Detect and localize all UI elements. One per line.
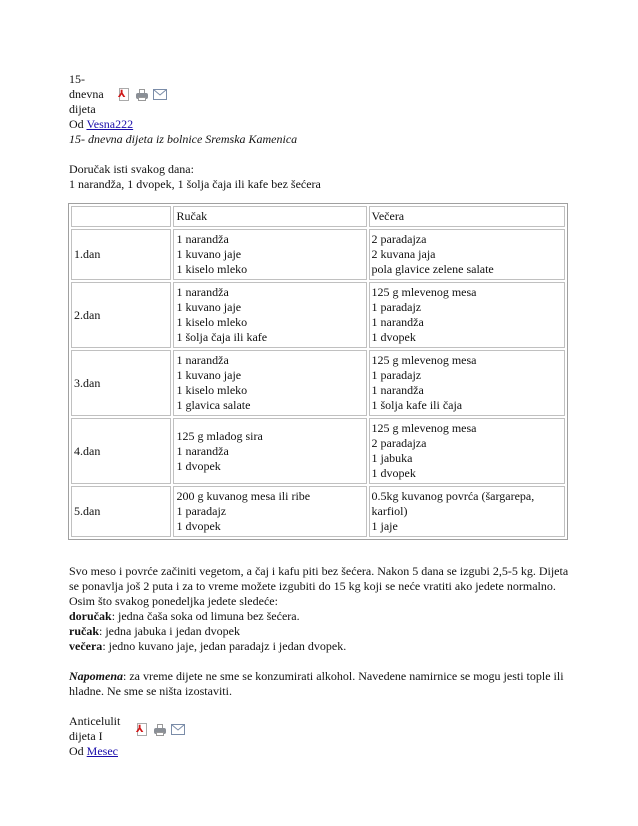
article-actions xyxy=(117,88,167,101)
breakfast-text: : jedna čaša soka od limuna bez šećera. xyxy=(111,609,300,623)
note-paragraph xyxy=(69,669,569,699)
diet-table xyxy=(68,203,568,540)
menu-item: 1 paradajz xyxy=(176,504,227,518)
email-icon[interactable] xyxy=(171,723,185,736)
print-icon[interactable] xyxy=(135,88,149,101)
dinner-label: večera xyxy=(69,639,103,653)
menu-item: 1 narandža xyxy=(371,315,424,329)
menu-item: 1 kuvano jaje xyxy=(176,368,242,382)
menu-item: 125 g mlevenog mesa xyxy=(371,285,477,299)
day-cell: 3.dan xyxy=(71,350,171,416)
lunch-text: : jedna jabuka i jedan dvopek xyxy=(99,624,240,638)
header-cell: Večera xyxy=(369,206,566,227)
dinner-text: : jedno kuvano jaje, jedan paradajz i jedan dvopek. xyxy=(102,639,347,653)
article-header xyxy=(69,72,569,117)
intro-line: 1 narandža, 1 dvopek, 1 šolja čaja ili kafe bez šećera xyxy=(69,177,321,191)
menu-item: 1 jaje xyxy=(371,519,398,533)
menu-item: 1 narandža xyxy=(176,353,229,367)
table-header-row xyxy=(71,206,565,227)
title-line: dnevna xyxy=(69,87,104,101)
menu-item: 1 paradajz xyxy=(371,300,422,314)
menu-item: 125 g mlevenog mesa xyxy=(371,353,477,367)
author-link[interactable]: Mesec xyxy=(86,744,118,758)
menu-item: 0.5kg kuvanog povrća (šargarepa, karfiol) xyxy=(371,489,535,518)
article-header xyxy=(69,714,569,744)
author-line xyxy=(69,744,569,759)
intro-line: Doručak isti svakog dana: xyxy=(69,162,194,176)
article-title[interactable] xyxy=(69,72,113,117)
menu-item: 1 dvopek xyxy=(371,466,416,480)
dinner-cell xyxy=(369,282,566,348)
note-text: : za vreme dijete ne sme se konzumirati alkohol. Navedene namirnice se mogu jesti toplе ili hladne. Ne sme se ništa izostaviti. xyxy=(69,669,564,698)
table-row xyxy=(71,350,565,416)
dinner-cell xyxy=(369,350,566,416)
menu-item: 1 kiselo mleko xyxy=(176,383,248,397)
menu-item: 1 narandža xyxy=(176,285,229,299)
day-cell: 2.dan xyxy=(71,282,171,348)
monday-lunch xyxy=(69,624,569,639)
author-line xyxy=(69,117,569,132)
dinner-cell xyxy=(369,229,566,280)
menu-item: 1 dvopek xyxy=(371,330,416,344)
menu-item: 200 g kuvanog mesa ili ribe xyxy=(176,489,311,503)
pdf-icon[interactable]: ⅄ xyxy=(135,723,149,736)
lunch-cell xyxy=(173,282,366,348)
menu-item: 1 paradajz xyxy=(371,368,422,382)
monday-dinner xyxy=(69,639,569,654)
by-prefix: Od xyxy=(69,744,87,758)
lunch-label: ručak xyxy=(69,624,99,638)
menu-item: pola glavice zelene salate xyxy=(371,262,494,276)
note-label: Napomena xyxy=(69,669,123,683)
header-cell xyxy=(71,206,171,227)
lunch-cell xyxy=(173,486,366,537)
menu-item: 1 kiselo mleko xyxy=(176,315,248,329)
article-title[interactable] xyxy=(69,714,131,744)
menu-item: 125 g mlevenog mesa xyxy=(371,421,477,435)
table-row xyxy=(71,486,565,537)
lunch-cell xyxy=(173,350,366,416)
title-line: dijeta I xyxy=(69,729,103,743)
table-row xyxy=(71,282,565,348)
menu-item: 1 šolja kafe ili čaja xyxy=(371,398,463,412)
monday-breakfast xyxy=(69,609,569,624)
menu-item: 1 kuvano jaje xyxy=(176,300,242,314)
author-link[interactable]: Vesna222 xyxy=(86,117,134,131)
table-row xyxy=(71,229,565,280)
title-line: dijeta xyxy=(69,102,96,116)
menu-item: 1 dvopek xyxy=(176,519,221,533)
menu-item: 1 dvopek xyxy=(176,458,221,473)
menu-item: 1 šolja čaja ili kafe xyxy=(176,330,268,344)
menu-item: 2 paradajza xyxy=(371,232,427,246)
email-icon[interactable] xyxy=(153,88,167,101)
lunch-cell xyxy=(173,229,366,280)
notes-paragraph: Svo meso i povrće začiniti vegetom, a čaj i kafu piti bez šećera. Nakon 5 dana se izgubi 2,5-5 kg. Dijeta se ponavlja još 2 puta i za to vreme možete izgubiti do 15 kg koji se neće vratiti ako jedete normalno. Osim što svakog ponedeljka jedete sledeće: xyxy=(69,564,569,608)
article-subtitle: 15- dnevna dijeta iz bolnice Sremska Kamenica xyxy=(69,132,298,146)
menu-item: 1 narandža xyxy=(176,443,229,458)
menu-item: 1 kiselo mleko xyxy=(176,262,248,276)
day-cell: 5.dan xyxy=(71,486,171,537)
title-line: Anticelulit xyxy=(69,714,121,728)
print-icon[interactable] xyxy=(153,723,167,736)
table-row xyxy=(71,418,565,484)
menu-item: 125 g mladog sira xyxy=(176,428,263,443)
dinner-cell xyxy=(369,486,566,537)
day-cell: 4.dan xyxy=(71,418,171,484)
breakfast-label: doručak xyxy=(69,609,112,623)
menu-item: 2 kuvana jaja xyxy=(371,247,436,261)
menu-item: 1 narandža xyxy=(371,383,424,397)
dinner-cell xyxy=(369,418,566,484)
menu-item: 1 jabuka xyxy=(371,451,413,465)
menu-item: 2 paradajza xyxy=(371,436,427,450)
header-cell: Ručak xyxy=(173,206,366,227)
article-actions xyxy=(135,723,185,736)
pdf-icon[interactable]: ⅄ xyxy=(117,88,131,101)
menu-item: 1 narandža xyxy=(176,232,229,246)
title-line: 15- xyxy=(69,72,85,86)
by-prefix: Od xyxy=(69,117,87,131)
day-cell: 1.dan xyxy=(71,229,171,280)
page-content xyxy=(69,72,569,759)
menu-item: 1 kuvano jaje xyxy=(176,247,242,261)
lunch-cell xyxy=(173,418,366,484)
menu-item: 1 glavica salate xyxy=(176,398,251,412)
